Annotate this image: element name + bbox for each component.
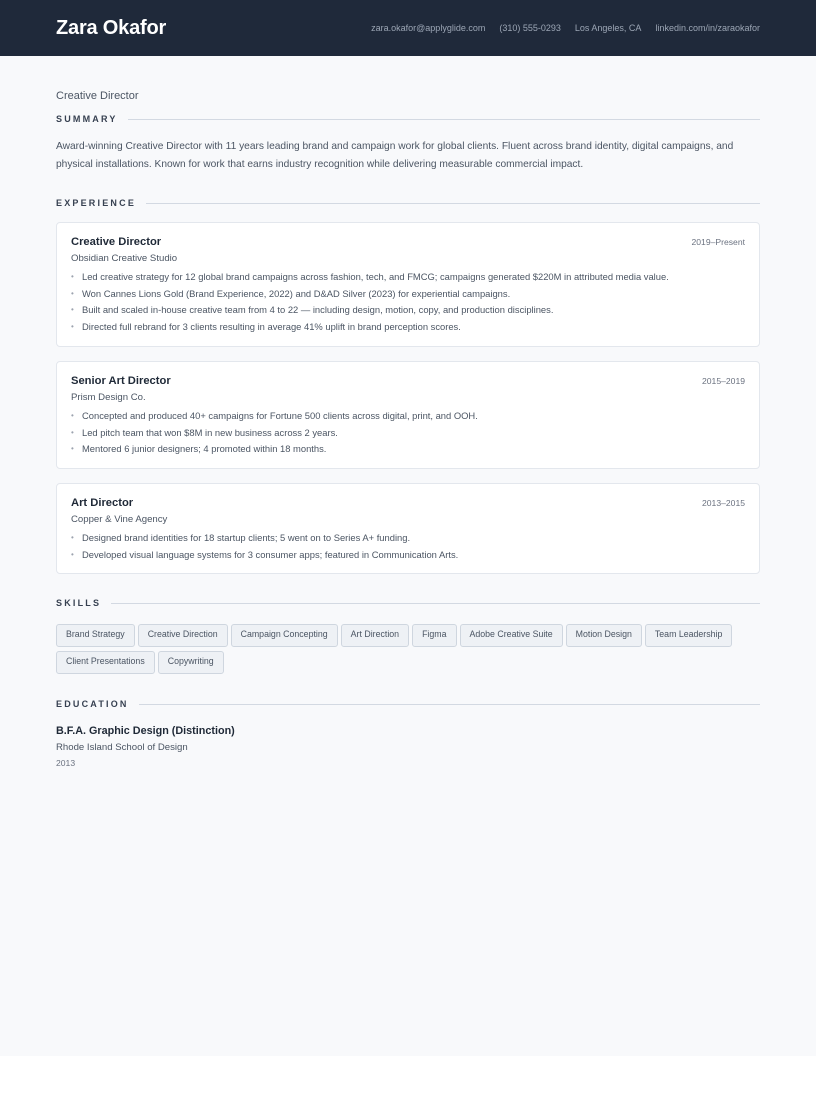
experience-card (56, 222, 760, 347)
achievement-item (71, 425, 745, 442)
achievement-text: Concepted and produced 40+ campaigns for Fortune 500 clients across digital, print, and OOH. (82, 409, 478, 421)
achievement-list (71, 408, 745, 458)
achievement-item (71, 530, 745, 547)
skill-tag: Motion Design (566, 624, 642, 647)
skill-tag: Creative Direction (138, 624, 228, 647)
skill-tag-list (56, 624, 760, 674)
job-title: Art Director (71, 496, 134, 509)
experience-section (56, 196, 760, 574)
achievement-text: Developed visual language systems for 3 consumer apps; featured in Communication Arts. (82, 548, 459, 560)
job-dates: 2019–Present (691, 237, 745, 247)
contact-location: Los Angeles, CA (574, 22, 642, 33)
achievement-text: Directed full rebrand for 3 clients resulting in average 41% uplift in brand perception scores. (82, 321, 461, 333)
skill-tag: Art Direction (341, 624, 409, 647)
section-divider (139, 704, 760, 705)
section-header (56, 196, 760, 210)
contact-list (371, 23, 760, 33)
education-section (56, 697, 760, 768)
bullet-icon: • (71, 532, 74, 542)
graduation-year: 2013 (56, 758, 76, 769)
headline-role: Creative Director (56, 90, 139, 102)
bullet-icon: • (71, 427, 74, 437)
candidate-name: Zara Okafor (56, 16, 167, 39)
resume-body (0, 56, 816, 768)
skills-section (56, 596, 760, 674)
experience-list (56, 222, 760, 574)
skill-tag: Team Leadership (645, 624, 732, 647)
skill-tag: Figma (412, 624, 456, 647)
company-name: Prism Design Co. (71, 391, 146, 403)
section-header (56, 112, 760, 126)
section-divider (146, 203, 760, 204)
skill-tag: Copywriting (158, 651, 224, 674)
achievement-list (71, 269, 745, 336)
section-title: SKILLS (56, 598, 102, 609)
achievement-list (71, 530, 745, 563)
skill-tag: Brand Strategy (56, 624, 135, 647)
achievement-item (71, 441, 745, 458)
skill-tag: Campaign Concepting (231, 624, 338, 647)
achievement-item (71, 302, 745, 319)
section-title: EDUCATION (56, 699, 129, 710)
skill-tag: Client Presentations (56, 651, 155, 674)
section-title: EXPERIENCE (56, 198, 137, 208)
bullet-icon: • (71, 410, 74, 420)
achievement-text: Led creative strategy for 12 global brand campaigns across fashion, tech, and FMCG; campaigns generated $220M in attributed media value. (82, 271, 669, 282)
job-dates: 2015–2019 (701, 375, 745, 386)
achievement-item (71, 286, 745, 303)
resume-header (0, 0, 816, 56)
summary-section (56, 112, 760, 174)
bullet-icon: • (71, 549, 74, 559)
bullet-icon: • (71, 305, 74, 315)
achievement-item (71, 408, 745, 425)
job-title: Senior Art Director (71, 374, 171, 387)
achievement-text: Won Cannes Lions Gold (Brand Experience, 2022) and D&AD Silver (2023) for experiential campaigns. (82, 287, 511, 299)
section-divider (128, 119, 760, 120)
summary-text: Award-winning Creative Director with 11 years leading brand and campaign work for global clients. Fluent across brand identity, digital campaigns, and physical installations. Known for work that earns industry recognition while delivering measurable commercial impact. (56, 141, 734, 170)
achievement-item (71, 547, 745, 564)
achievement-text: Designed brand identities for 18 startup clients; 5 went on to Series A+ funding. (82, 531, 411, 543)
bullet-icon: • (71, 272, 74, 281)
achievement-item (71, 319, 745, 336)
company-name: Copper & Vine Agency (71, 513, 168, 525)
contact-linkedin[interactable]: linkedin.com/in/zaraokafor (655, 22, 760, 33)
experience-card (56, 361, 760, 469)
achievement-item (71, 269, 745, 286)
degree-title: B.F.A. Graphic Design (Distinction) (56, 725, 235, 738)
achievement-text: Mentored 6 junior designers; 4 promoted within 18 months. (82, 443, 327, 455)
experience-card (56, 483, 760, 574)
bullet-icon: • (71, 444, 74, 454)
contact-email[interactable]: zara.okafor@applyglide.com (371, 22, 486, 33)
job-title: Creative Director (71, 236, 162, 248)
achievement-text: Led pitch team that won $8M in new business across 2 years. (82, 426, 338, 438)
skill-tag: Adobe Creative Suite (460, 624, 563, 647)
bullet-icon: • (71, 322, 74, 332)
achievement-text: Built and scaled in-house creative team from 4 to 22 — including design, motion, copy, and production disciplines. (82, 304, 554, 316)
section-divider (111, 603, 760, 604)
bullet-icon: • (71, 288, 74, 298)
job-dates: 2013–2015 (701, 497, 745, 508)
section-header (56, 596, 760, 610)
contact-phone[interactable]: (310) 555-0293 (499, 22, 561, 33)
section-header (56, 697, 760, 711)
school-name: Rhode Island School of Design (56, 742, 188, 754)
company-name: Obsidian Creative Studio (71, 253, 178, 264)
section-title: SUMMARY (56, 114, 118, 124)
